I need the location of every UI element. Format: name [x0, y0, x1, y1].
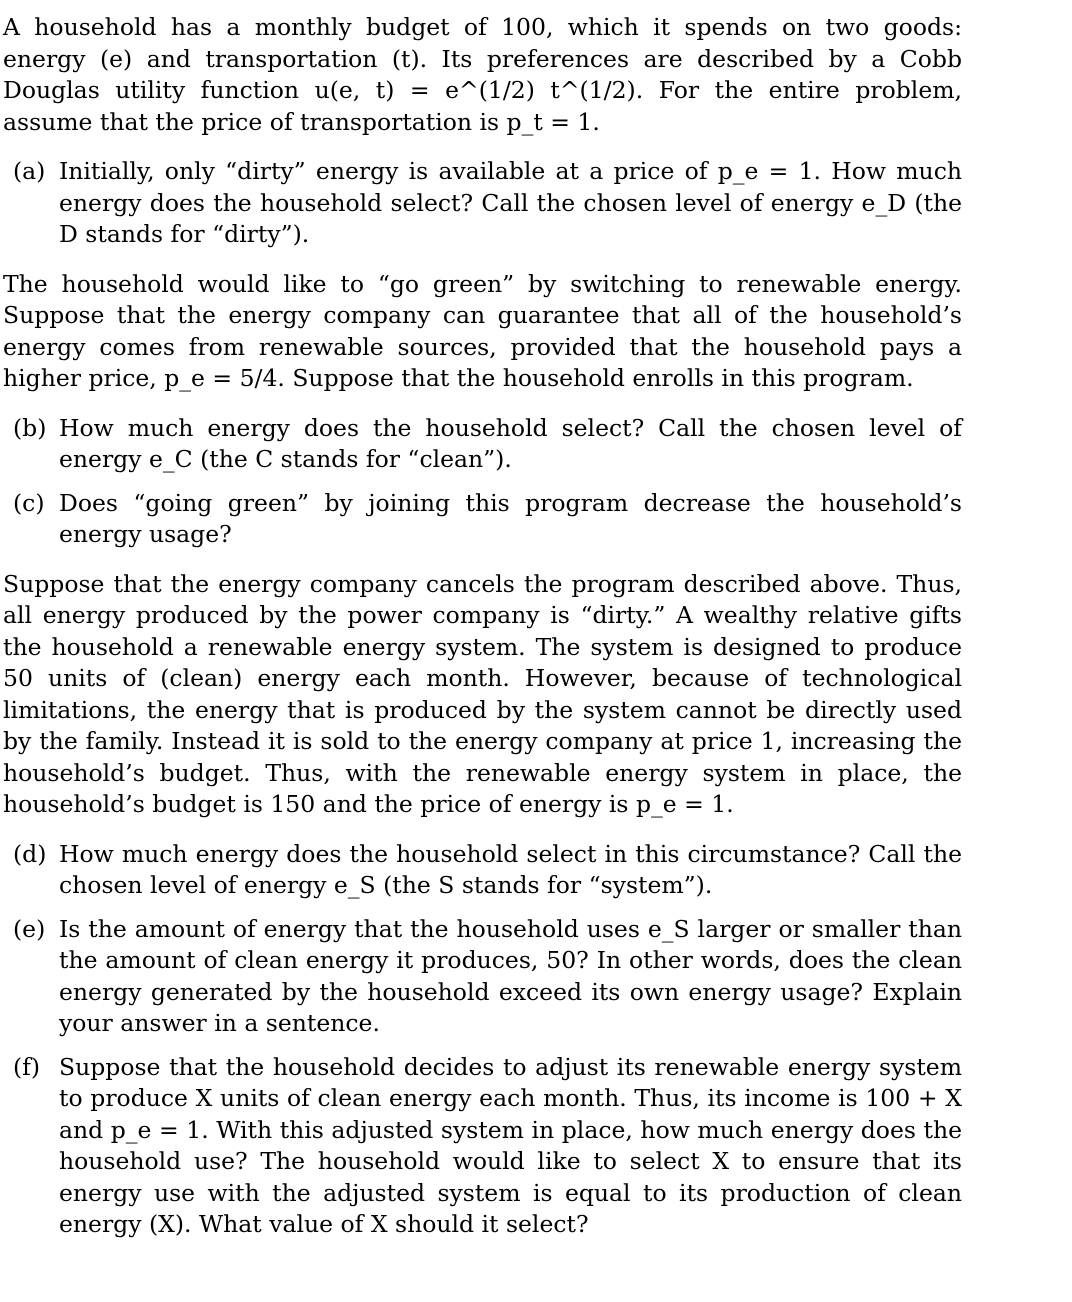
question-c: [3, 488, 962, 551]
question-text: Is the amount of energy that the household uses e_S larger or smaller than the amount of clean energy it produces, 50? In other words, does the clean energy generated by the household exceed its own energy usage? Explain your answer in a sentence.: [59, 914, 962, 1037]
question-text: Suppose that the household decides to adjust its renewable energy system to produce X units of clean energy each month. Thus, its income is 100 + X and p_e = 1. With this adjusted system in place, how much energy does the household use? The household would like to select X to ensure that its energy use with the adjusted system is equal to its production of clean energy (X). What value of X should it select?: [59, 1052, 962, 1238]
intro-paragraph: A household has a monthly budget of 100, which it spends on two goods: energy (e) and transportation (t). Its preferences are described by a Cobb Douglas utility function u(e, t) = e^(1/2) t^(1/2). For the entire problem, assume that the price of transportation is p_t = 1.: [3, 13, 962, 136]
question-text: How much energy does the household select? Call the chosen level of energy e_C (the C stands for “clean”).: [59, 413, 962, 473]
question-label: (e): [13, 914, 46, 943]
question-list-def: [3, 839, 962, 1241]
question-label: (f): [13, 1052, 41, 1081]
question-e: [3, 914, 962, 1040]
question-d: [3, 839, 962, 902]
question-text: Initially, only “dirty” energy is available at a price of p_e = 1. How much energy does the household select? Call the chosen level of energy e_D (the D stands for “dirty”).: [59, 157, 962, 248]
question-label: (c): [13, 488, 45, 517]
question-label: (b): [13, 413, 47, 442]
green-program-paragraph: The household would like to “go green” by switching to renewable energy. Suppose that the energy company can guarantee that all of the household’s energy comes from renewable sources, provided that the household pays a higher price, p_e = 5/4. Suppose that the household enrolls in this program.: [3, 269, 962, 392]
question-b: [3, 413, 962, 476]
question-label: (a): [13, 157, 46, 185]
question-text: Does “going green” by joining this program decrease the household’s energy usage?: [59, 488, 962, 548]
renewable-system-paragraph: Suppose that the energy company cancels the program described above. Thus, all energy produced by the power company is “dirty.” A wealthy relative gifts the household a renewable energy system. The system is designed to produce 50 units of (clean) energy each month. However, because of technological limitations, the energy that is produced by the system cannot be directly used by the family. Instead it is sold to the energy company at price 1, increasing the household’s budget. Thus, with the renewable energy system in place, the household’s budget is 150 and the price of energy is p_e = 1.: [3, 569, 962, 818]
question-a: [3, 156, 962, 251]
question-text: How much energy does the household select in this circumstance? Call the chosen level of energy e_S (the S stands for “system”).: [59, 839, 962, 899]
question-f: [3, 1052, 962, 1241]
question-label: (d): [13, 839, 47, 868]
question-list-a: [3, 156, 962, 251]
question-list-bc: [3, 413, 962, 551]
